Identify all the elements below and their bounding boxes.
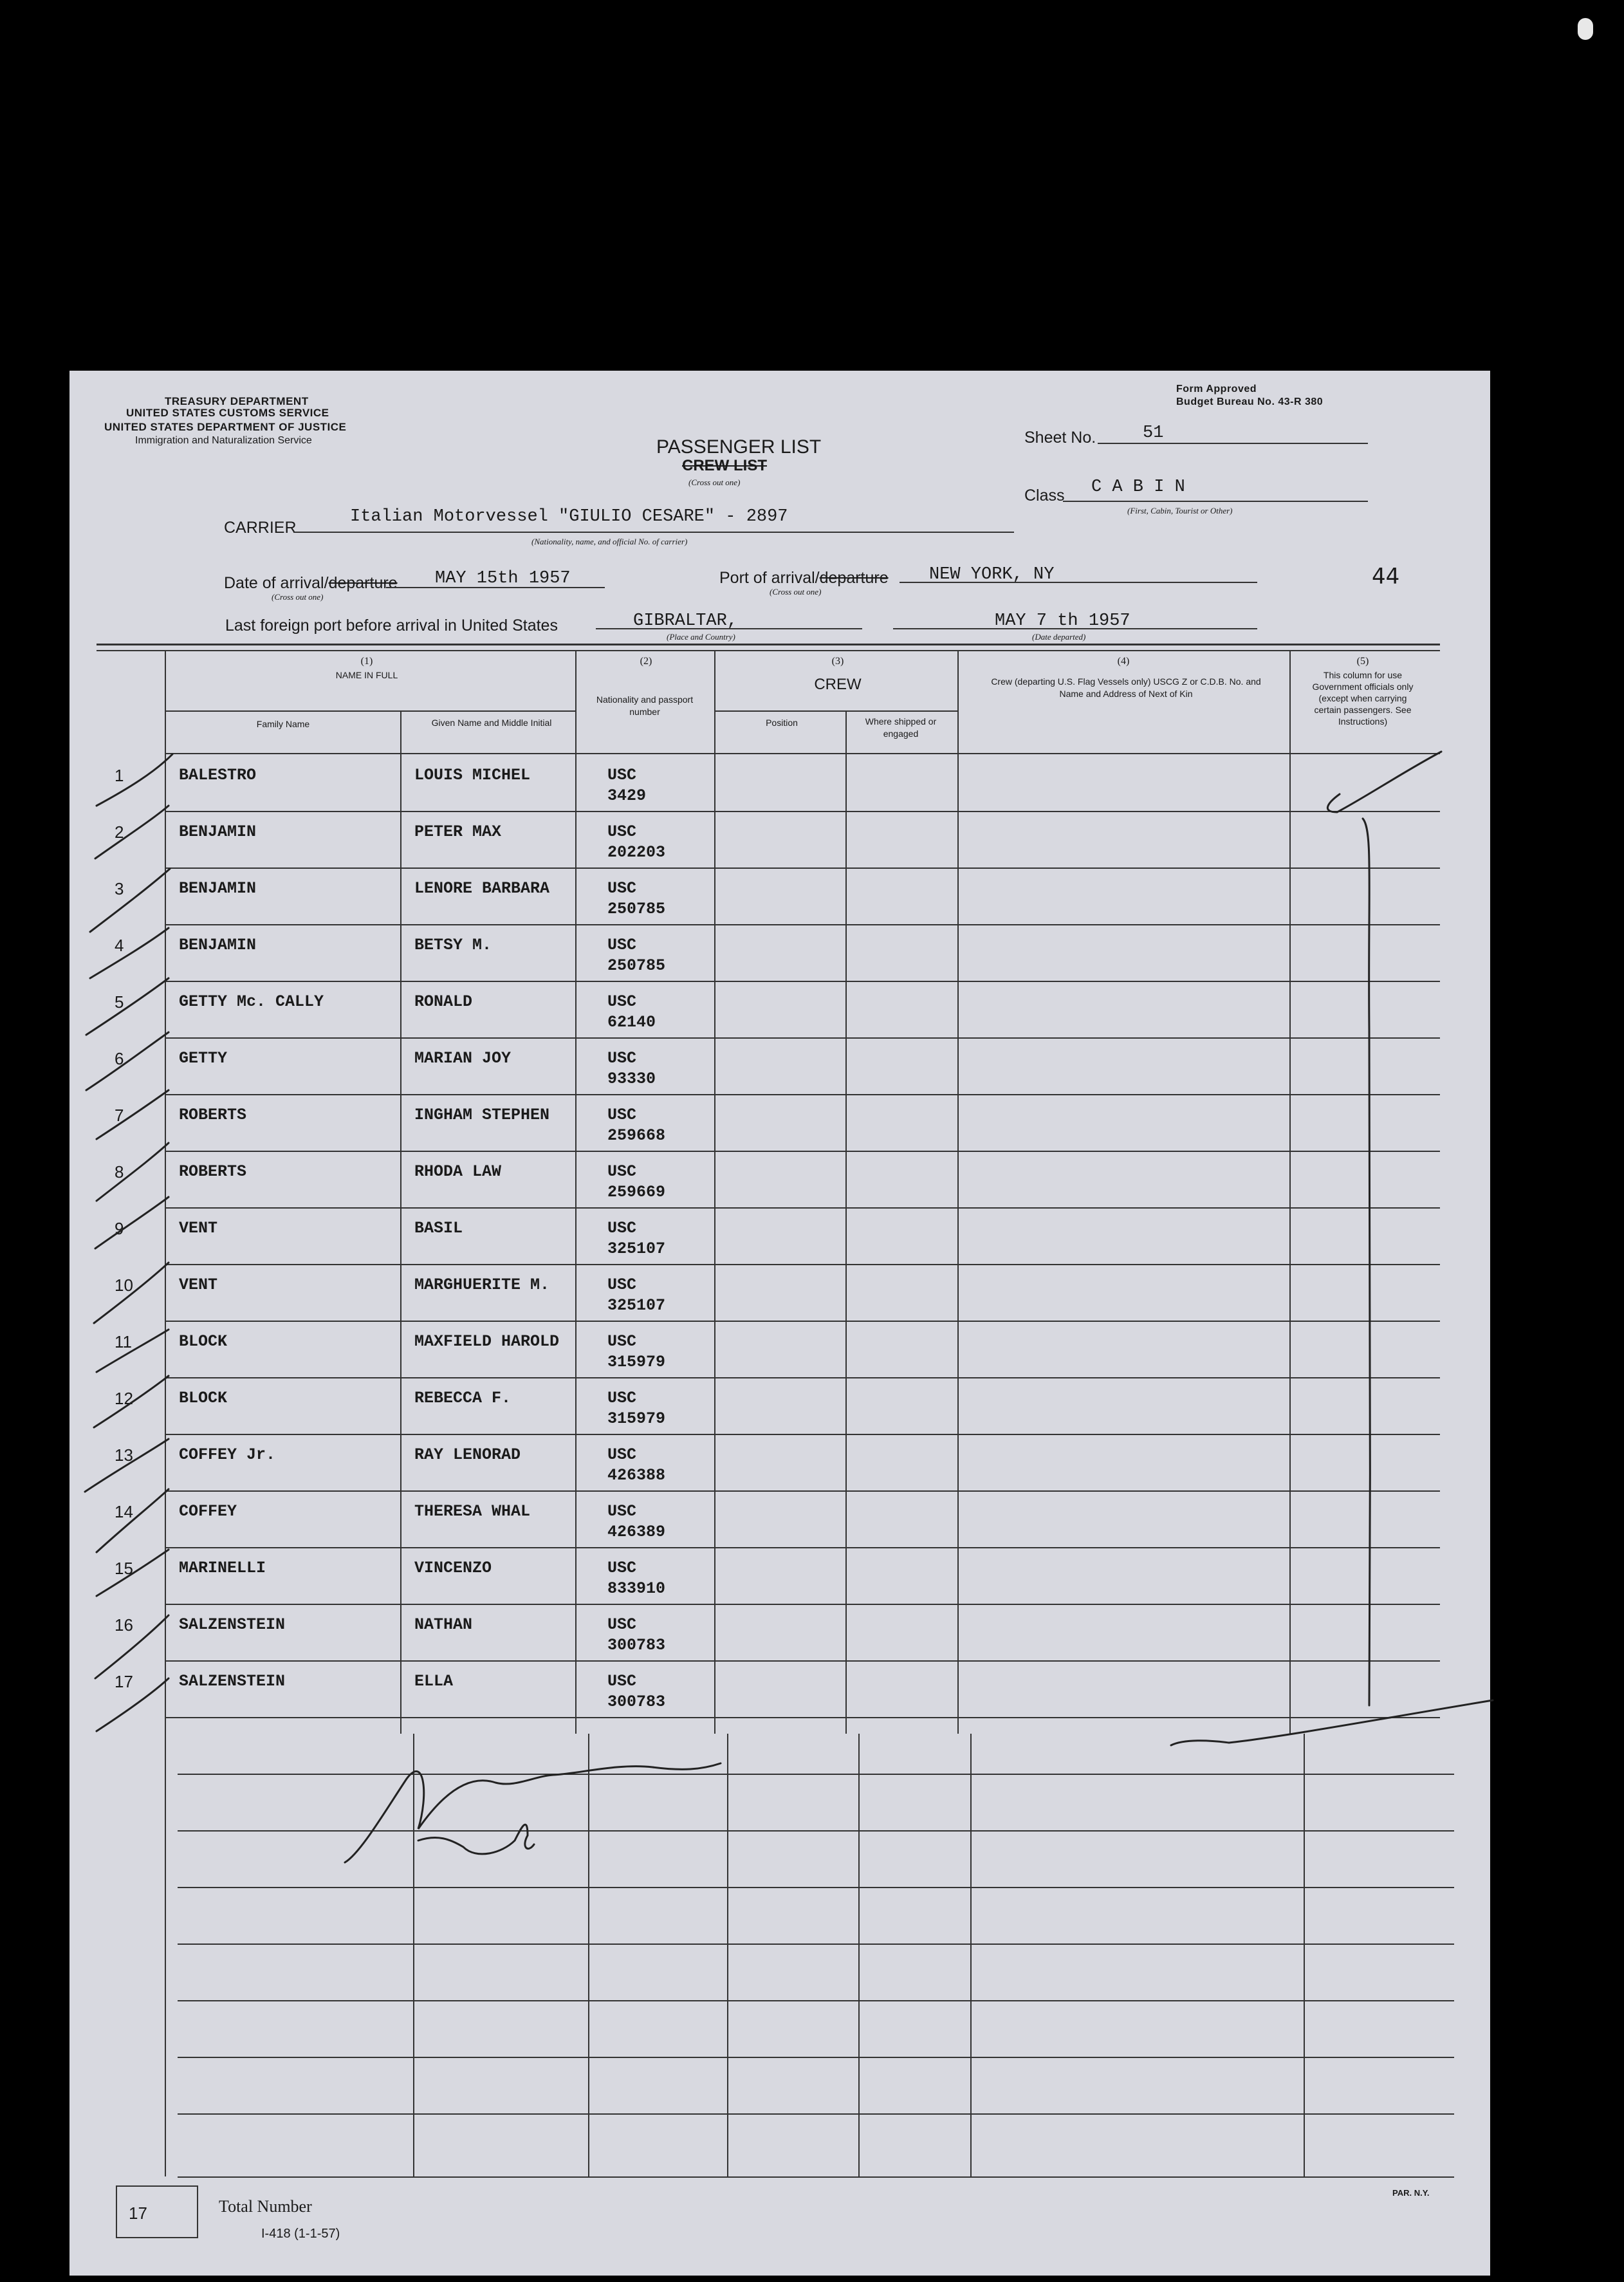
family-name: VENT: [179, 1276, 218, 1294]
check-mark-15: [97, 1550, 169, 1596]
family-name: BLOCK: [179, 1332, 228, 1351]
nationality: USC: [607, 1672, 637, 1691]
family-name: GETTY: [179, 1049, 228, 1068]
check-mark-7: [97, 1090, 169, 1139]
signature: [345, 1763, 721, 1862]
family-name: COFFEY: [179, 1502, 237, 1521]
col5-num: (5): [1356, 656, 1369, 667]
sheet-number: 51: [1143, 423, 1164, 443]
family-name: BLOCK: [179, 1389, 228, 1407]
passport-number: 833910: [607, 1579, 666, 1598]
check-mark-11: [97, 1330, 169, 1372]
class-value: C A B I N: [1091, 478, 1185, 497]
page-title: PASSENGER LIST: [656, 436, 822, 458]
family-name: BENJAMIN: [179, 822, 257, 841]
check-mark-14: [97, 1489, 169, 1552]
given-name: MARGHUERITE M.: [414, 1276, 550, 1294]
col1-given: Given Name and Middle Initial: [431, 718, 552, 728]
nationality: USC: [607, 822, 637, 841]
family-name: COFFEY Jr.: [179, 1445, 276, 1464]
passport-number: 300783: [607, 1636, 666, 1655]
family-name: SALZENSTEIN: [179, 1615, 286, 1634]
row-number: 16: [115, 1615, 133, 1635]
gov-check: [1327, 752, 1441, 812]
given-name: RHODA LAW: [414, 1162, 502, 1181]
given-name: MARIAN JOY: [414, 1049, 512, 1068]
nationality: USC: [607, 1106, 637, 1124]
passport-number: 300783: [607, 1693, 666, 1711]
row-number: 9: [115, 1219, 124, 1238]
sheet-label: Sheet No.: [1024, 429, 1096, 447]
passport-number: 426388: [607, 1466, 666, 1485]
dept-line-4: Immigration and Naturalization Service: [135, 435, 312, 446]
col1-num: (1): [360, 656, 373, 667]
nationality: USC: [607, 1332, 637, 1351]
passport-number: 426389: [607, 1523, 666, 1541]
family-name: VENT: [179, 1219, 218, 1238]
port-label-text: Port of arrival/: [719, 569, 820, 587]
col4-title: Crew (departing U.S. Flag Vessels only) USCG Z or C.D.B. No. and Name and Address of Next of Kin: [991, 676, 1261, 699]
check-mark-1: [97, 754, 172, 806]
row-number: 2: [115, 822, 124, 842]
row-number: 11: [115, 1332, 132, 1351]
col3-num: (3): [831, 656, 844, 667]
date-departed-value: MAY 7 th 1957: [995, 611, 1130, 631]
passport-number: 202203: [607, 843, 666, 862]
date-arrival-label-text: Date of arrival/: [224, 574, 329, 592]
row-number: 1: [115, 766, 124, 785]
nationality: USC: [607, 1559, 637, 1577]
family-name: BENJAMIN: [179, 936, 257, 954]
given-name: REBECCA F.: [414, 1389, 512, 1407]
nationality: USC: [607, 1615, 637, 1634]
given-name: BETSY M.: [414, 936, 492, 954]
passport-number: 250785: [607, 900, 666, 918]
given-name: RAY LENORAD: [414, 1445, 521, 1464]
passport-number: 93330: [607, 1070, 656, 1088]
family-name: ROBERTS: [179, 1106, 247, 1124]
col2-num: (2): [640, 656, 652, 667]
row-number: 10: [115, 1276, 133, 1295]
passport-number: 259668: [607, 1126, 666, 1145]
nationality: USC: [607, 1276, 637, 1294]
printer-mark: PAR. N.Y.: [1392, 2188, 1430, 2198]
row-number: 14: [115, 1502, 133, 1521]
last-port-value: GIBRALTAR,: [633, 611, 738, 631]
total-count: 17: [129, 2203, 147, 2223]
given-name: PETER MAX: [414, 822, 502, 841]
passport-number: 250785: [607, 956, 666, 975]
carrier-value: Italian Motorvessel "GIULIO CESARE" - 2897: [350, 507, 788, 526]
check-mark-16: [95, 1615, 169, 1678]
row-number: 17: [115, 1672, 133, 1691]
nationality: USC: [607, 879, 637, 898]
port-caption: (Cross out one): [770, 587, 822, 597]
nationality: USC: [607, 936, 637, 954]
row-number: 15: [115, 1559, 133, 1578]
total-label: Total Number: [219, 2197, 312, 2216]
check-mark-8: [97, 1143, 169, 1201]
family-name: MARINELLI: [179, 1559, 266, 1577]
check-mark-10: [94, 1263, 169, 1323]
row-number: 13: [115, 1445, 133, 1465]
class-label: Class: [1024, 487, 1065, 505]
row-number: 8: [115, 1162, 124, 1182]
dept-line-2: UNITED STATES CUSTOMS SERVICE: [126, 407, 329, 419]
check-mark-5: [86, 978, 169, 1035]
col5-title: This column for use Government officials only (except when carrying certain passengers. See Instructions): [1312, 670, 1414, 727]
col3-position: Position: [766, 718, 798, 728]
given-name: ELLA: [414, 1672, 454, 1691]
nationality: USC: [607, 992, 637, 1011]
dept-line-3: UNITED STATES DEPARTMENT OF JUSTICE: [104, 421, 347, 433]
last-port-caption: (Place and Country): [667, 632, 735, 642]
check-mark-12: [94, 1376, 169, 1427]
check-mark-13: [85, 1439, 169, 1492]
form-number: I-418 (1-1-57): [261, 2227, 340, 2241]
check-mark-9: [95, 1197, 169, 1248]
check-mark-6: [86, 1032, 169, 1090]
date-departed-caption: (Date departed): [1032, 632, 1086, 642]
row-number: 12: [115, 1389, 133, 1408]
nationality: USC: [607, 1445, 637, 1464]
row-number: 5: [115, 992, 124, 1012]
given-name: NATHAN: [414, 1615, 473, 1634]
given-name: THERESA WHAL: [414, 1502, 531, 1521]
col3-where: Where shipped or engaged: [865, 716, 937, 739]
given-name: LOUIS MICHEL: [414, 766, 531, 784]
col2-title: Nationality and passport number: [596, 694, 694, 717]
family-name: SALZENSTEIN: [179, 1672, 286, 1691]
nationality: USC: [607, 1049, 637, 1068]
form-approved: Form Approved: [1176, 384, 1257, 394]
family-name: BALESTRO: [179, 766, 257, 784]
check-mark-2: [95, 806, 169, 858]
port-struck: departure: [819, 569, 889, 587]
nationality: USC: [607, 1219, 637, 1238]
passport-number: 259669: [607, 1183, 666, 1201]
passport-number: 325107: [607, 1296, 666, 1315]
dept-line-1: TREASURY DEPARTMENT: [165, 395, 309, 407]
family-name: ROBERTS: [179, 1162, 247, 1181]
date-arrival-value: MAY 15th 1957: [435, 569, 571, 588]
nationality: USC: [607, 766, 637, 784]
crew-list-crossed: CREW LIST: [682, 457, 767, 474]
given-name: MAXFIELD HAROLD: [414, 1332, 560, 1351]
col1-title: NAME IN FULL: [335, 670, 398, 680]
passport-number: 62140: [607, 1013, 656, 1032]
gov-total-line: [1171, 1700, 1493, 1745]
nationality: USC: [607, 1389, 637, 1407]
port-value: NEW YORK, NY: [929, 565, 1055, 584]
given-name: LENORE BARBARA: [414, 879, 550, 898]
given-name: BASIL: [414, 1219, 463, 1238]
passport-number: 3429: [607, 786, 647, 805]
carrier-caption: (Nationality, name, and official No. of carrier): [531, 537, 688, 546]
row-number: 4: [115, 936, 124, 955]
class-caption: (First, Cabin, Tourist or Other): [1127, 506, 1233, 515]
row-number: 3: [115, 879, 124, 898]
budget-bureau: Budget Bureau No. 43-R 380: [1176, 396, 1324, 407]
passport-number: 315979: [607, 1353, 666, 1371]
col4-num: (4): [1117, 656, 1130, 667]
passport-number: 315979: [607, 1409, 666, 1428]
passport-number: 325107: [607, 1239, 666, 1258]
nationality: USC: [607, 1502, 637, 1521]
last-port-label: Last foreign port before arrival in United States: [225, 617, 558, 635]
check-mark-4: [90, 928, 169, 978]
family-name: GETTY Mc. CALLY: [179, 992, 324, 1011]
check-mark-17: [97, 1678, 169, 1731]
check-mark-3: [90, 869, 170, 932]
date-arrival-caption: (Cross out one): [272, 592, 324, 602]
gov-bracket: [1363, 819, 1370, 1705]
date-arrival-struck: departure: [328, 574, 398, 592]
given-name: RONALD: [414, 992, 473, 1011]
family-name: BENJAMIN: [179, 879, 257, 898]
row-number: 7: [115, 1106, 124, 1125]
given-name: VINCENZO: [414, 1559, 492, 1577]
nationality: USC: [607, 1162, 637, 1181]
col3-title: CREW: [814, 676, 862, 693]
col1-family: Family Name: [256, 719, 310, 729]
page-mark: 44: [1372, 564, 1400, 589]
row-number: 6: [115, 1049, 124, 1068]
cross-out-caption: (Cross out one): [688, 478, 741, 487]
given-name: INGHAM STEPHEN: [414, 1106, 550, 1124]
carrier-label: CARRIER: [224, 519, 297, 537]
